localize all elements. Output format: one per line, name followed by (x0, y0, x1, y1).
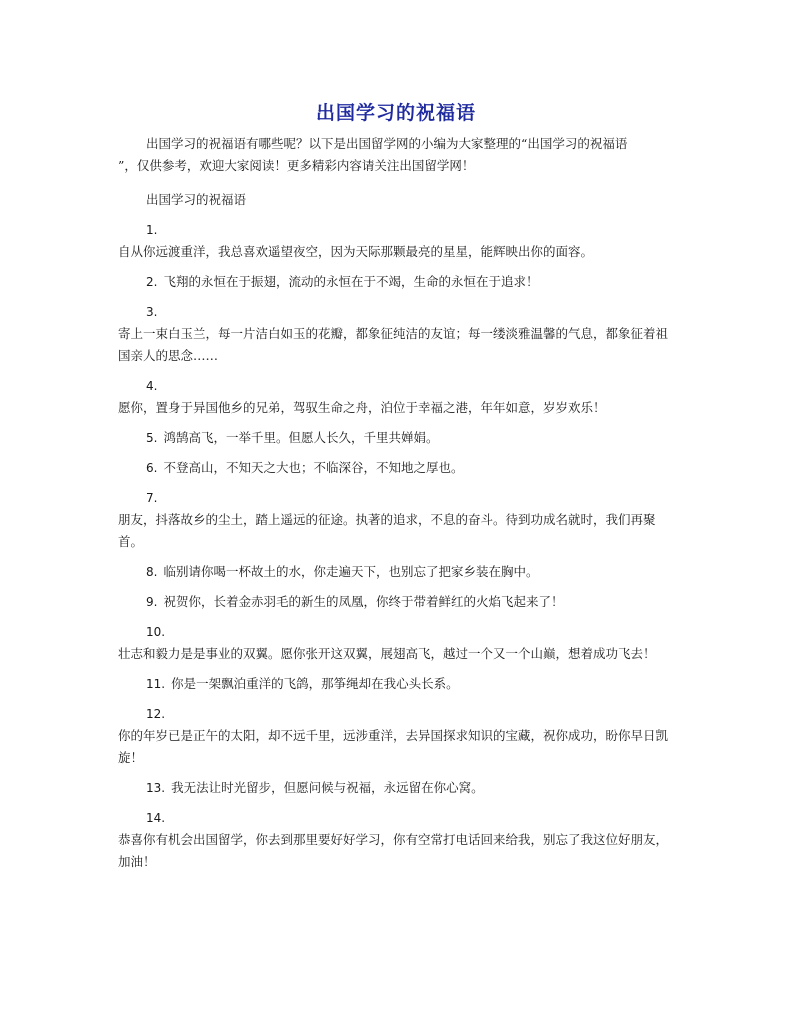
item-number: 3. (146, 305, 158, 319)
list-item (118, 427, 676, 449)
list-item (118, 375, 676, 419)
item-number: 13. (146, 781, 166, 795)
item-text: 你是一架飘泊重洋的飞鸽，那筝绳却在我心头长系。 (171, 676, 459, 691)
item-number: 6. (146, 461, 158, 475)
list-item (118, 457, 676, 479)
item-number: 8. (146, 565, 158, 579)
item-number: 5. (146, 431, 158, 445)
list-item (118, 703, 676, 769)
item-text: 不登高山，不知天之大也；不临深谷，不知地之厚也。 (163, 460, 464, 475)
list-item (118, 777, 676, 799)
list-item (118, 487, 676, 553)
list-item (118, 621, 676, 665)
item-number: 12. (146, 707, 166, 721)
list-item (118, 271, 676, 293)
item-number: 4. (146, 379, 158, 393)
document-body (118, 133, 676, 873)
item-text: 临别请你喝一杯故土的水，你走遍天下，也别忘了把家乡装在胸中。 (163, 564, 539, 579)
list-item (118, 561, 676, 583)
page-title: 出国学习的祝福语 (315, 102, 476, 124)
intro-paragraph (118, 133, 676, 177)
list-item (118, 807, 676, 873)
intro-line-1: 出国学习的祝福语有哪些呢？以下是出国留学网的小编为大家整理的“出国学习的祝福语 (146, 136, 628, 151)
item-text: 愿你，置身于异国他乡的兄弟，驾驭生命之舟，泊位于幸福之港，年年如意，岁岁欢乐！ (118, 400, 606, 415)
item-text: 寄上一束白玉兰，每一片洁白如玉的花瓣，都象征纯洁的友谊；每一缕淡雅温馨的气息，都象征着祖国亲人的思念…… (118, 326, 669, 363)
list-item (118, 591, 676, 613)
item-number: 9. (146, 595, 158, 609)
item-number: 2. (146, 275, 158, 289)
item-number: 7. (146, 491, 158, 505)
list-item (118, 301, 676, 367)
item-number: 10. (146, 625, 166, 639)
item-number: 11. (146, 677, 166, 691)
list-item (118, 219, 676, 263)
intro-line-2: ”，仅供参考，欢迎大家阅读！更多精彩内容请关注出国留学网！ (118, 158, 475, 173)
item-number: 14. (146, 811, 166, 825)
item-text: 我无法让时光留步，但愿问候与祝福，永远留在你心窝。 (171, 780, 484, 795)
list-item (118, 673, 676, 695)
item-text: 朋友，抖落故乡的尘土，踏上遥远的征途。执著的追求，不息的奋斗。待到功成名就时，我们再聚首。 (118, 512, 656, 549)
item-text: 你的年岁已是正午的太阳，却不远千里，远涉重洋，去异国探求知识的宝藏，祝你成功，盼你早日凯旋！ (118, 728, 669, 765)
item-text: 祝贺你，长着金赤羽毛的新生的凤凰，你终于带着鲜红的火焰飞起来了！ (163, 594, 564, 609)
item-text: 恭喜你有机会出国留学，你去到那里要好好学习，你有空常打电话回来给我，别忘了我这位好朋友，加油！ (118, 832, 669, 869)
item-text: 自从你远渡重洋，我总喜欢遥望夜空，因为天际那颗最亮的星星，能辉映出你的面容。 (118, 244, 594, 259)
item-text: 鸿鹄高飞，一举千里。但愿人长久，千里共婵娟。 (163, 430, 439, 445)
item-number: 1. (146, 223, 158, 237)
subheading: 出国学习的祝福语 (146, 192, 247, 207)
item-text: 飞翔的永恒在于振翅，流动的永恒在于不竭，生命的永恒在于追求！ (163, 274, 539, 289)
item-text: 壮志和毅力是是事业的双翼。愿你张开这双翼，展翅高飞，越过一个又一个山巅，想着成功飞去！ (118, 646, 656, 661)
